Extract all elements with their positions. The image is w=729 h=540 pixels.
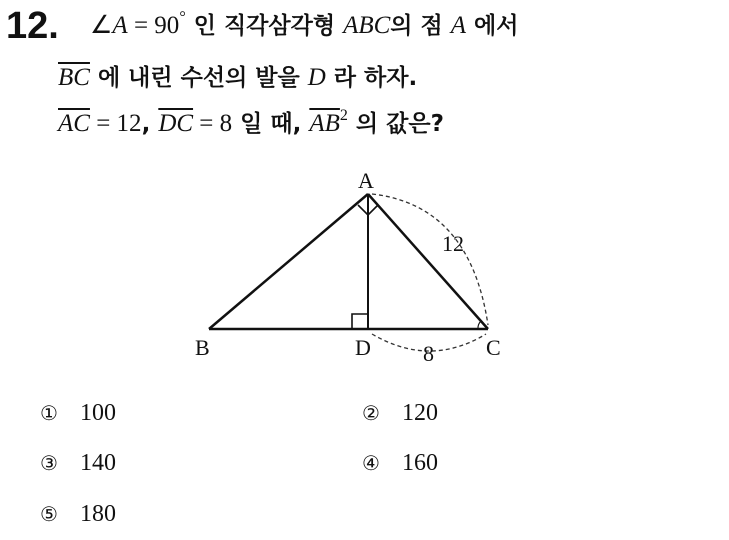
line1-text-1: 인 직각삼각형 [185,13,344,39]
vertex-label-b: B [195,335,210,360]
choice-value: 180 [80,501,116,527]
vertex-label-c: C [486,335,501,360]
vertex-label-d: D [355,335,371,360]
segment-dc: $\overline{DC}$ [158,110,194,137]
vertex-label-a: A [358,168,374,193]
choice-1[interactable] [40,398,116,429]
side-ac [368,194,488,329]
segment-ab: $\overline{AB}$ [309,110,340,137]
side-ab [209,194,368,329]
dc-value: = 8 [193,110,233,137]
choice-value: 100 [80,400,116,426]
line3-text-2: 의 값은? [347,111,444,137]
segment-ac: $\overline{AC}$ [58,110,90,137]
choice-5[interactable] [40,499,116,530]
choice-4[interactable] [362,448,438,479]
right-angle-mark-d [352,314,368,329]
question-number: 12. [6,5,59,47]
line3-text-1: 일 때, [232,111,310,137]
point-d-text: D [307,64,326,91]
choice-3[interactable] [40,448,116,479]
length-label-dc: 8 [423,341,434,366]
choice-mark: ⑤ [40,502,58,526]
choice-value: 140 [80,450,116,476]
dashed-arc-ac [372,194,488,325]
ac-value: = 12 [89,110,142,137]
choice-value: 160 [402,450,438,476]
choice-mark: ① [40,401,58,425]
angle-symbol: ∠ [90,12,113,39]
length-label-ac: 12 [442,231,464,256]
triangle-abc-text: ABC [343,12,391,39]
line2-text-2: 라 하자. [325,65,418,91]
square-exponent: 2 [339,107,348,124]
segment-bc: $\overline{BC}$ [58,64,90,91]
vertex-a-text: A [112,12,128,39]
point-a-text: A [450,12,467,39]
choice-mark: ④ [362,451,380,475]
line1-text-2: 의 점 [390,13,451,39]
choice-mark: ② [362,401,380,425]
line3-comma: , [141,111,159,137]
line2-text-1: 에 내린 수선의 발을 [89,65,308,91]
angle-value: = 90 [127,12,180,39]
choice-mark: ③ [40,451,58,475]
line1-text-3: 에서 [466,13,519,39]
choice-2[interactable] [362,398,438,429]
choice-value: 120 [402,400,438,426]
degree-symbol: ° [179,9,186,26]
